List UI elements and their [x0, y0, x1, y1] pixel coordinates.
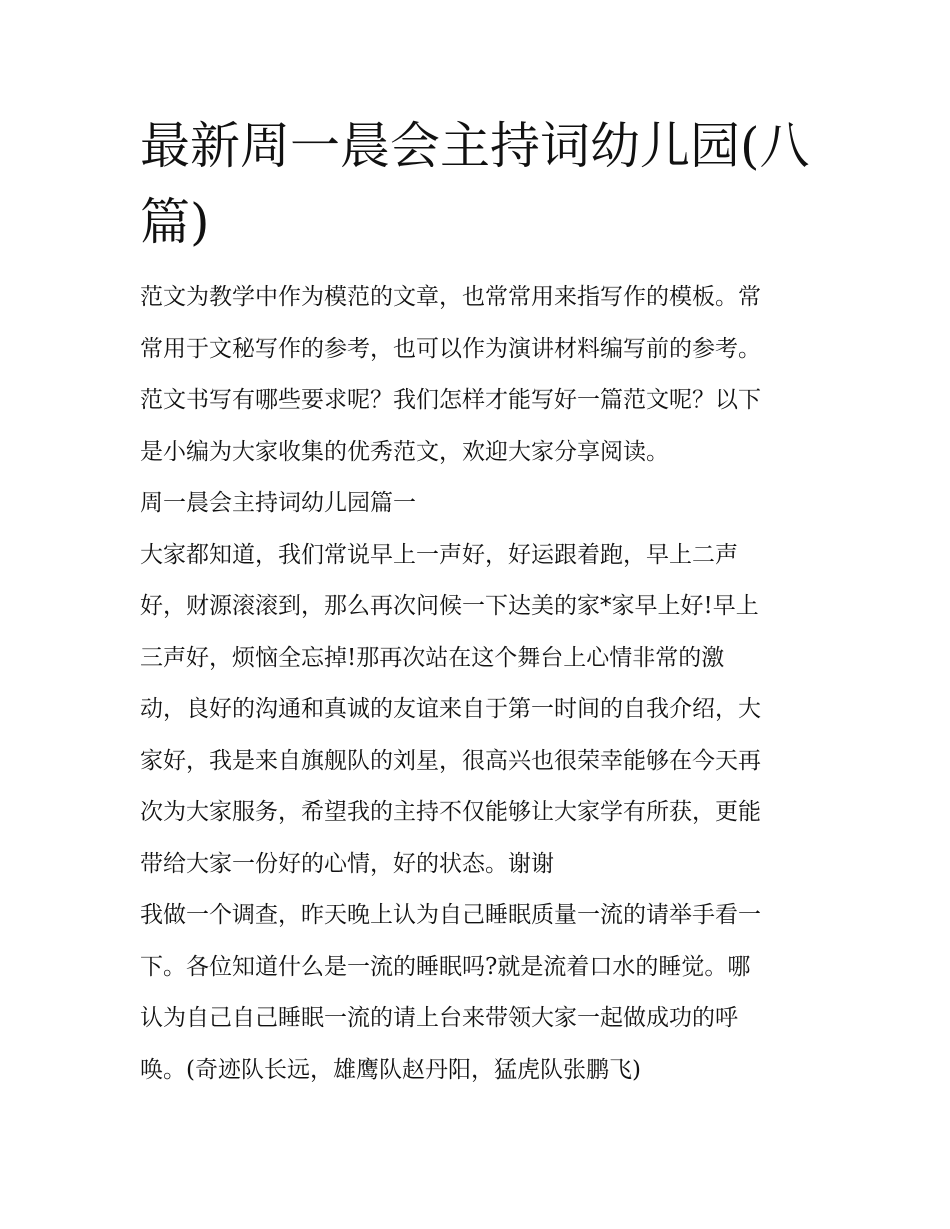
section-heading: 周一晨会主持词幼儿园篇一: [140, 490, 416, 516]
text-line: 好，财源滚滚到，那么再次问候一下达美的家*家早上好!早上: [140, 593, 759, 619]
text-line: 次为大家服务，希望我的主持不仅能够让大家学有所获，更能: [140, 799, 761, 825]
text-line: 我做一个调查，昨天晚上认为自己睡眠质量一流的请举手看一: [140, 902, 761, 928]
title-line: 最新周一晨会主持词幼儿园(八: [140, 117, 810, 175]
title-line: 篇): [140, 193, 210, 251]
text-line: 动，良好的沟通和真诚的友谊来自于第一时间的自我介绍，大: [140, 696, 761, 722]
text-line: 带给大家一份好的心情，好的状态。谢谢: [140, 850, 554, 877]
text-line: 下。各位知道什么是一流的睡眠吗?就是流着口水的睡觉。哪: [140, 953, 751, 980]
document-body: [140, 272, 820, 1096]
document-page: [140, 108, 820, 1096]
text-line: 家好，我是来自旗舰队的刘星，很高兴也很荣幸能够在今天再: [140, 747, 761, 774]
text-line: 三声好，烦恼全忘掉!那再次站在这个舞台上心情非常的激: [140, 644, 725, 671]
text-line: 范文书写有哪些要求呢？我们怎样才能写好一篇范文呢？以下: [140, 387, 761, 413]
text-line: 范文为教学中作为模范的文章，也常常用来指写作的模板。常: [140, 284, 761, 310]
text-line: 常用于文秘写作的参考，也可以作为演讲材料编写前的参考。: [140, 335, 761, 362]
text-line: 是小编为大家收集的优秀范文，欢迎大家分享阅读。: [140, 438, 669, 465]
text-line: 唤。(奇迹队长远，雄鹰队赵丹阳，猛虎队张鹏飞): [140, 1056, 641, 1083]
text-line: 大家都知道，我们常说早上一声好，好运跟着跑，早上二声: [140, 541, 738, 568]
document-title: [140, 108, 820, 260]
text-line: 认为自己自己睡眠一流的请上台来带领大家一起做成功的呼: [140, 1005, 738, 1031]
